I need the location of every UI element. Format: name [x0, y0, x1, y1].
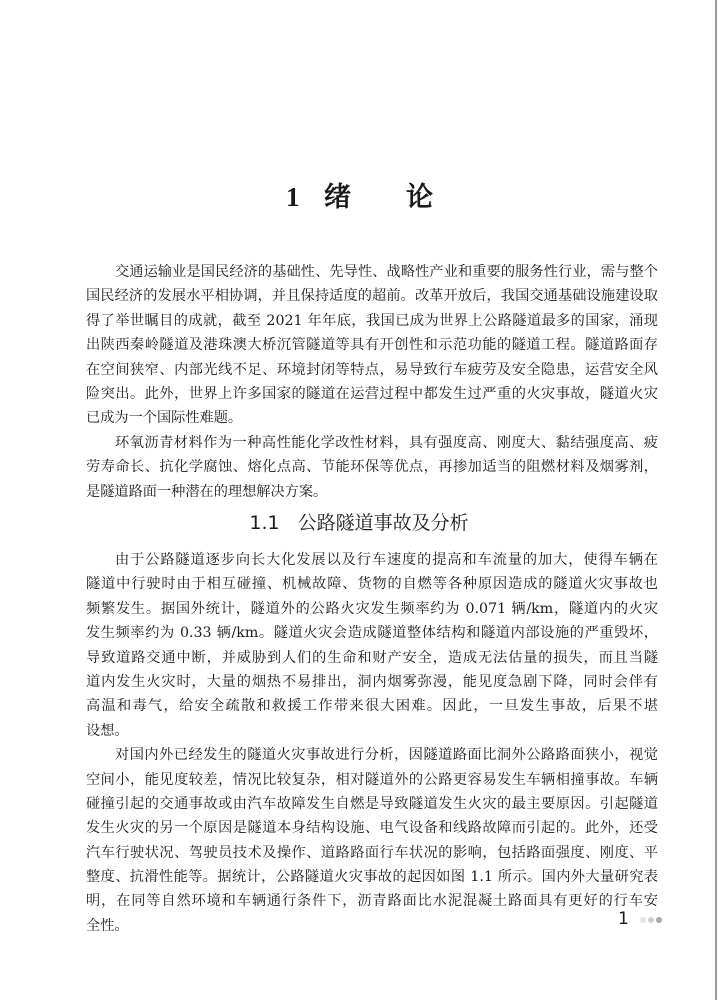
- section-number: 1.1: [249, 512, 280, 534]
- paragraph-line: 全性。: [86, 917, 129, 934]
- paragraph-line: 道内发生火灾时，大量的烟热不易排出，洞内烟雾弥漫，能见度急剧下降，同时会伴有: [86, 673, 658, 690]
- paragraph-line: 频繁发生。据国外统计，隧道外的公路火灾发生频率约为 0.071 辆/km，隧道内的火灾: [86, 600, 658, 617]
- paragraph-line: 在空间狭窄、内部光线不足、环境封闭等特点，易导致行车疲劳及安全隐患，运营安全风: [86, 361, 658, 378]
- paragraph-line: 环氧沥青材料作为一种高性能化学改性材料，具有强度高、刚度大、黏结强度高、疲: [115, 434, 658, 451]
- paragraph-line: 发生频率约为 0.33 辆/km。隧道火灾会造成隧道整体结构和隧道内部设施的严重毁坏，: [86, 625, 658, 642]
- intro-text: [86, 260, 658, 504]
- decoration-dot-icon: [648, 917, 654, 923]
- paragraph-line: 高温和毒气，给安全疏散和救援工作带来很大困难。因此，一旦发生事故，后果不堪: [86, 698, 658, 715]
- paragraph-line: 发生火灾的另一个原因是隧道本身结构设施、电气设备和线路故障而引起的。此外，还受: [86, 820, 658, 837]
- page-decoration-dots: [640, 917, 662, 923]
- page-number: 1: [618, 909, 629, 929]
- section-heading: [0, 509, 718, 537]
- paragraph-line: 空间小，能见度较差，情况比较复杂，相对隧道外的公路更容易发生车辆相撞事故。车辆: [86, 771, 658, 788]
- paragraph-line: 汽车行驶状况、驾驶员技术及操作、道路路面行车状况的影响，包括路面强度、刚度、平: [86, 844, 658, 861]
- paragraph-line: 碰撞引起的交通事故或由汽车故障发生自燃是导致隧道发生火灾的最主要原因。引起隧道: [86, 795, 658, 812]
- paragraph-line: 是隧道路面一种潜在的理想解决方案。: [86, 483, 328, 500]
- chapter-title-char-1: 绪: [324, 182, 351, 212]
- paragraph-line: 劳寿命长、抗化学腐蚀、熔化点高、节能环保等优点，再掺加适当的阻燃材料及烟雾剂，: [86, 459, 658, 476]
- chapter-title-char-2: 论: [406, 182, 433, 212]
- page-edge-border: [715, 0, 717, 1000]
- paragraph-line: 已成为一个国际性难题。: [86, 410, 243, 427]
- paragraph-line: 险突出。此外，世界上许多国家的隧道在运营过程中都发生过严重的火灾事故，隧道火灾: [86, 385, 658, 402]
- paragraph-line: 由于公路隧道逐步向长大化发展以及行车速度的提高和车流量的加大，使得车辆在: [115, 552, 658, 568]
- section-title: 公路隧道事故及分析: [297, 512, 469, 534]
- paragraph-line: 出陕西秦岭隧道及港珠澳大桥沉管隧道等具有开创性和示范功能的隧道工程。隧道路面存: [86, 337, 658, 354]
- paragraph-line: 隧道中行驶时由于相互碰撞、机械故障、货物的自燃等各种原因造成的隧道火灾事故也: [86, 576, 658, 593]
- paragraph-line: 整度、抗滑性能等。据统计，公路隧道火灾事故的起因如图 1.1 所示。国内外大量研究表: [86, 869, 658, 886]
- paragraph-line: 国民经济的发展水平相协调，并且保持适度的超前。改革开放后，我国交通基础设施建设取: [86, 288, 658, 305]
- chapter-number: 1: [286, 182, 300, 212]
- paragraph-line: 交通运输业是国民经济的基础性、先导性、战略性产业和重要的服务性行业，需与整个: [115, 264, 658, 280]
- paragraph-line: 设想。: [86, 722, 129, 739]
- section-text: [86, 548, 658, 938]
- paragraph-line: 得了举世瞩目的成就，截至 2021 年年底，我国已成为世界上公路隧道最多的国家，涌现: [86, 312, 658, 329]
- decoration-dot-icon: [656, 917, 662, 923]
- paragraph-line: 对国内外已经发生的隧道火灾事故进行分析，因隧道路面比洞外公路路面狭小，视觉: [115, 747, 658, 764]
- paragraph-line: 导致道路交通中断，并威胁到人们的生命和财产安全，造成无法估量的损失，而且当隧: [86, 649, 658, 666]
- decoration-dot-icon: [640, 917, 646, 923]
- paragraph-line: 明，在同等自然环境和车辆通行条件下，沥青路面比水泥混凝土路面具有更好的行车安: [86, 893, 658, 910]
